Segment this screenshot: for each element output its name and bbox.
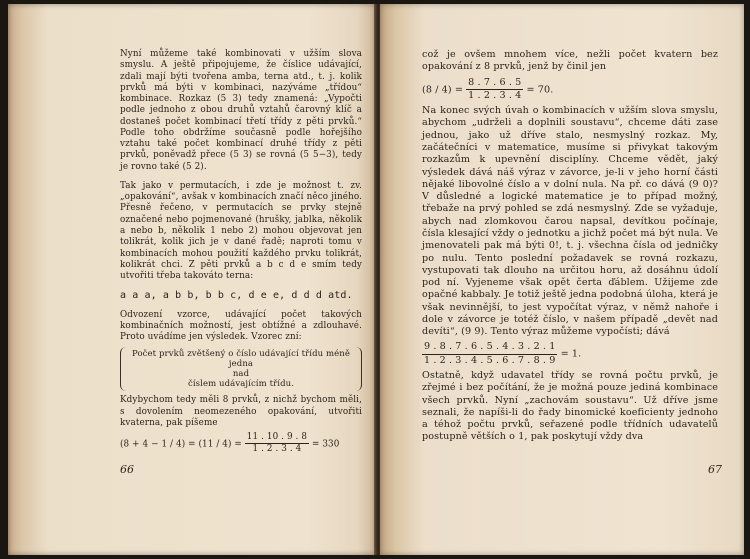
left-text-column	[120, 49, 362, 459]
right-paragraph-2: Na konec svých úvah o kombinacích v užším slova smyslu, abychom „udrželi a doplnili soustavu“, chceme dáti zase jednou, jako už dříve stalo, nesmyslný rozkaz. My, začátečníci v matematice, musíme si přivykat takovým rozkazům k upevnění disciplíny. Chceme vědět, jaký výsledek dává náš výraz v závorce, je-li v jeho horní části nějaké libovolné číslo a v dolní nula. Na př. co dává (9 0)? V důsledné a logické matematice je to případ možný, třebaže na prvý pohled se zdá nesmyslný. Zde se vyžaduje, abych nad zlomkovou čarou napsal, devítkou počínaje, čísla klesající vždy o jednotku a jichž počet má být nula. Ve jmenovateli pak má býti 0!, t. j. všechna čísla od jedničky po nulu. Tento poslední požadavek se rovná rozkazu, vystupovati tak dlouho na určitou horu, až dosáhnu údolí pod ní. Vyjeneme však opět čerta ďáblem. Užijeme zde opačné kabbaly. Je totiž ještě jedna podobná úloha, která je však nevinnější, to jest vypočítat výraz, v němž nahoře i dole v závorce je totéž číslo, v našem případě „devět nad devíti“, (9 9). Tento výraz můžeme vypočísti; dává	[422, 105, 718, 338]
left-page-number: 66	[120, 463, 134, 476]
left-page	[8, 4, 376, 555]
eq2-denominator: 1 . 2 . 3 . 4 . 5 . 6 . 7 . 8 . 9	[424, 354, 556, 366]
equation-70	[422, 77, 718, 103]
left-paragraph-4: Kdybychom tedy měli 8 prvků, z nichž bychom měli, s dovolením neomezeného opakování, utvořiti kvaterna, pak píšeme	[120, 395, 362, 428]
eq1-result: = 70.	[526, 83, 554, 95]
eq1-numerator: 8 . 7 . 6 . 5	[466, 77, 523, 90]
eq-numerator: 11 . 10 . 9 . 8	[245, 432, 309, 444]
eq-denominator: 1 . 2 . 3 . 4	[252, 444, 302, 455]
left-paragraph-2: Tak jako v permutacích, i zde je možnost t. zv. „opakování“, avšak v kombinacích značí něco jiného. Přesně řečeno, v permutacích se prvky stejně označené nebo pojmenované (hrušky, jablka, několik a nebo b, několik 1 nebo 2) mohou objevovat jen tolikrát, kolik jich je v dané řadě; naproti tomu v kombinacích mohou použití každého prvku tolikrát, kolikrát chci. Z pěti prvků a b c d e smím tedy utvořiti třeba takováto terna:	[120, 180, 362, 282]
formula-line-1: Počet prvků zvětšený o číslo udávající třídu méně jedna	[131, 349, 351, 370]
equation-1	[422, 341, 718, 367]
right-text-column	[422, 49, 718, 444]
right-paragraph-1: což je ovšem mnohem více, nežli počet kvatern bez opakování z 8 prvků, jenž by činil jen	[422, 49, 718, 73]
eq-left: (8 + 4 − 1 / 4) = (11 / 4) =	[120, 439, 242, 450]
formula-line-2: nad	[232, 369, 250, 380]
eq2-numerator: 9 . 8 . 7 . 6 . 5 . 4 . 3 . 2 . 1	[422, 341, 557, 354]
eq-result: = 330	[311, 439, 340, 450]
right-page-number: 67	[708, 463, 722, 476]
left-paragraph-3: Odvození vzorce, udávající počet takových kombinačních možností, jest obtížné a zdlouhavé. Proto uvádíme jen výsledek. Vzorec zní:	[120, 309, 362, 343]
eq2-fraction	[422, 341, 557, 367]
open-book	[8, 4, 744, 555]
eq1-denominator: 1 . 2 . 3 . 4	[468, 89, 522, 101]
formula-line-3: číslem udávajícím třídu.	[187, 379, 294, 390]
eq1-left: (8 / 4) =	[422, 83, 464, 95]
terna-example: a a a, a b b, b b c, d e e, d d d atd.	[120, 290, 353, 302]
eq-fraction	[245, 432, 309, 456]
equation-330	[120, 432, 362, 456]
eq2-result: = 1.	[560, 348, 582, 360]
left-paragraph-1: Nyní můžeme také kombinovati v užším slova smyslu. A ještě připojujeme, že číslice udávající, zdali mají býti tvořena amba, terna atd., t. j. kolik prvků má býti v kombinaci, nazýváme „třídou“ kombinace. Rozkaz (5 3) tedy znamená: „Vypočti podle jednoho z obou druhů vztahů čarovný klíč a dostaneš počet kombinací třetí třídy z pěti prvků.“ Podle toho obdržíme současně podle hořejšího vztahu také počet kombinací druhé třídy z pěti prvků, poněvadž přece (5 3) se rovná (5 5−3), tedy je rovno také (5 2).	[120, 49, 362, 172]
formula-box	[120, 347, 362, 391]
eq1-fraction	[466, 77, 523, 103]
right-page	[380, 4, 744, 555]
right-paragraph-3: Ostatně, když udavatel třídy se rovná počtu prvků, je zřejmé i bez počítání, že je možná pouze jediná kombinace všech prvků. Nyní „zachovám soustavu“. Už dříve jsme seznali, že napíši-li do řady binomické koeficienty jednoho a téhož počtu prvků, seřazené podle třídních udavatelů postupně větších o 1, pak poskytují vždy dva	[422, 370, 718, 443]
